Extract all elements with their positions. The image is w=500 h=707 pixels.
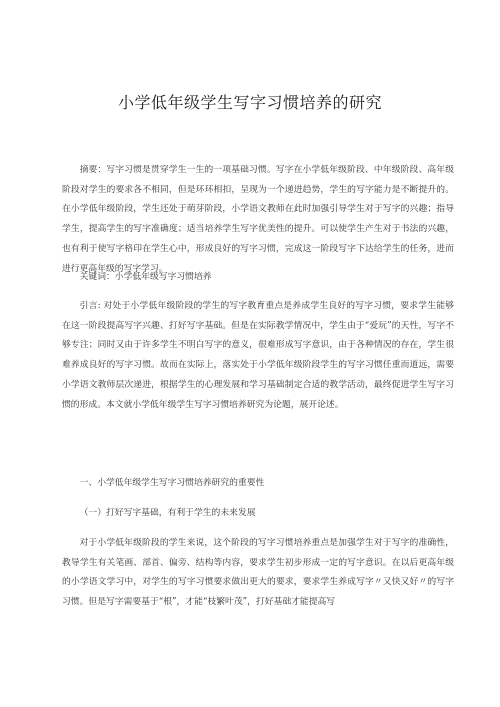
section-heading: 一、小学低年级学生写字习惯培养研究的重要性 <box>79 478 265 488</box>
subsection-heading: （一）打好写字基础，有利于学生的未来发展 <box>79 508 256 518</box>
paper-title: 小学低年级学生写字习惯培养的研究 <box>117 93 382 112</box>
introduction-paragraph: 引言: 对处于小学低年级阶段的学生的写字教育重点是养成学生良好的写字习惯，要求学生能够在这一阶段提高写字兴趣、打好写字基础。但是在实际教学情况中，学生由于“爱玩”的天性，写字不够专注；同时又由于许多学生不明白写字的意义，很难形成写字意识，由于各种情况的存在，学生很难养成良好的写字习惯。故而在实际上，落实处于小学低年级阶段学生的写字习惯任重而道远，需要小学语文教师层次递进，根据学生的心理发展和学习基础制定合适的教学活动，最终促进学生写字习惯的形成。本文就小学低年级学生写字习惯培养研究为论题，展开论述。 <box>62 301 454 410</box>
subsection-body-paragraph: 对于小学低年级阶段的学生来说，这个阶段的写字习惯培养重点是加强学生对于写字的准确性，教导学生有关笔画、部首、偏旁、结构等内容，要求学生初步形成一定的写字意识。在以后更高年级的小学语文学习中，对学生的写字习惯要求做出更大的要求，要求学生养成写字〃又快又好〃的写字习惯。但是写字需要基于“根”，才能“枝繁叶茂”，打好基础才能提高写 <box>62 538 454 608</box>
abstract-paragraph: 摘要：写字习惯是贯穿学生一生的一项基础习惯。写字在小学低年级阶段、中年级阶段、高年级阶段对学生的要求各不相同，但是环环相扣，呈现为一个递进趋势，学生的写字能力是不断提升的。在小学低年级阶段，学生还处于萌芽阶段，小学语文教师在此时加强引导学生对于写字的兴趣；指导学生，提高学生的写字准确度；适当培养学生写字优美性的提升。可以使学生产生对于书法的兴趣，也有利于使写字格印在学生心中，形成良好的写字习惯，完成这一阶段写字下达给学生的任务，进而进行更高年级的写字学习。 <box>62 165 454 274</box>
keywords-line: 关键词：小学低年级写字习惯培养 <box>79 272 212 282</box>
